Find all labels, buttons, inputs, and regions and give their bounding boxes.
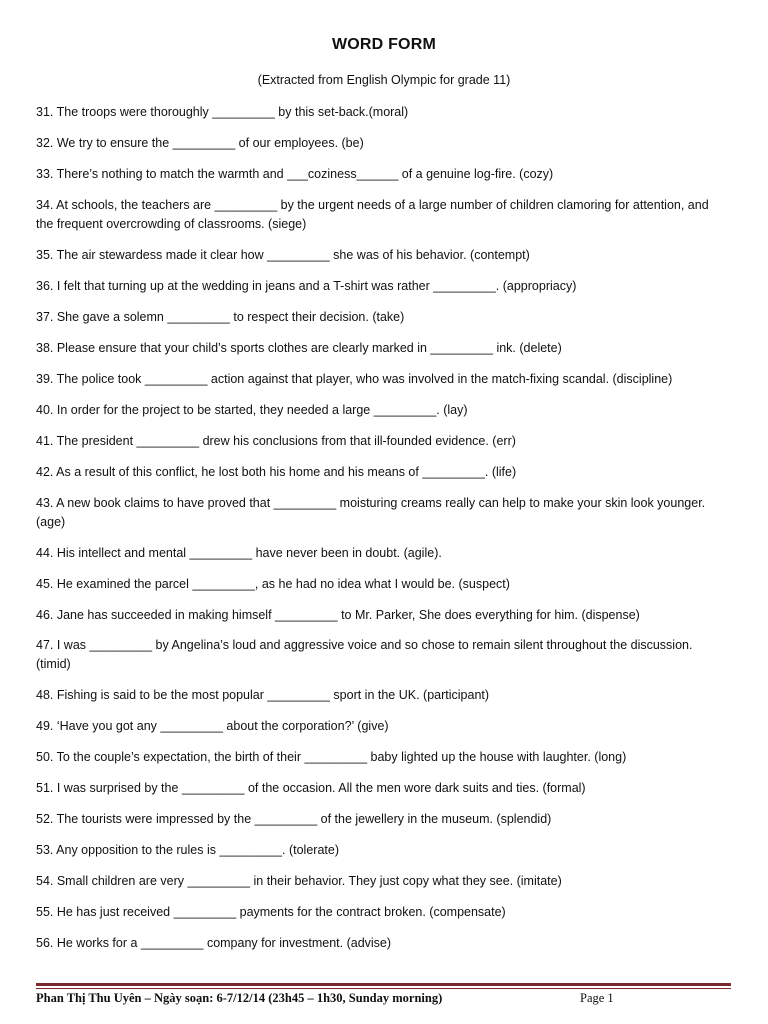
document-title: WORD FORM: [331, 36, 436, 53]
question-32: 32. We try to ensure the _________ of our employees. (be): [36, 136, 364, 150]
footer-divider-thick: [36, 983, 731, 986]
question-50: 50. To the couple’s expectation, the birth of their _________ baby lighted up the house with laughter. (long): [36, 750, 627, 764]
question-36: 36. I felt that turning up at the wedding in jeans and a T-shirt was rather _________. (appropriacy): [36, 279, 577, 293]
question-41: 41. The president _________ drew his conclusions from that ill-founded evidence. (err): [36, 434, 516, 448]
document-subtitle: (Extracted from English Olympic for grade 11): [257, 73, 511, 87]
question-55: 55. He has just received _________ payments for the contract broken. (compensate): [36, 905, 506, 919]
question-42: 42. As a result of this conflict, he lost both his home and his means of _________. (life): [36, 465, 517, 479]
question-43: 43. A new book claims to have proved that _________ moisturing creams really can help to make your skin look younger. (age): [36, 496, 706, 529]
question-31: 31. The troops were thoroughly _________ by this set-back.(moral): [36, 105, 409, 119]
question-33: 33. There’s nothing to match the warmth and ___coziness______ of a genuine log-fire. (cozy): [36, 167, 554, 181]
question-52: 52. The tourists were impressed by the _________ of the jewellery in the museum. (splendid): [36, 812, 552, 826]
question-45: 45. He examined the parcel _________, as he had no idea what I would be. (suspect): [36, 577, 510, 591]
question-56: 56. He works for a _________ company for investment. (advise): [36, 936, 392, 950]
question-44: 44. His intellect and mental _________ have never been in doubt. (agile).: [36, 546, 442, 560]
question-47: 47. I was _________ by Angelina’s loud and aggressive voice and so chose to remain silent throughout the discussion. (timid): [36, 638, 693, 671]
page-number: Page 1: [580, 991, 614, 1005]
question-53: 53. Any opposition to the rules is _________. (tolerate): [36, 843, 339, 857]
question-54: 54. Small children are very _________ in their behavior. They just copy what they see. (imitate): [36, 874, 562, 888]
question-37: 37. She gave a solemn _________ to respect their decision. (take): [36, 310, 405, 324]
question-40: 40. In order for the project to be started, they needed a large _________. (lay): [36, 403, 468, 417]
question-34: 34. At schools, the teachers are _________ by the urgent needs of a large number of children clamoring for attention, and the frequent overcrowding of classrooms. (siege): [36, 198, 709, 231]
footer-divider-thin: [36, 988, 731, 989]
question-39: 39. The police took _________ action against that player, who was involved in the match-fixing scandal. (discipline): [36, 372, 673, 386]
question-35: 35. The air stewardess made it clear how _________ she was of his behavior. (contempt): [36, 248, 530, 262]
question-48: 48. Fishing is said to be the most popular _________ sport in the UK. (participant): [36, 688, 490, 702]
footer-author-info: Phan Thị Thu Uyên – Ngày soạn: 6-7/12/14 (23h45 – 1h30, Sunday morning): [36, 991, 443, 1005]
question-46: 46. Jane has succeeded in making himself _________ to Mr. Parker, She does everything for him. (dispense): [36, 608, 640, 622]
question-38: 38. Please ensure that your child’s sports clothes are clearly marked in _________ ink. (delete): [36, 341, 562, 355]
question-49: 49. ‘Have you got any _________ about the corporation?’ (give): [36, 719, 389, 733]
question-51: 51. I was surprised by the _________ of the occasion. All the men wore dark suits and ties. (formal): [36, 781, 586, 795]
